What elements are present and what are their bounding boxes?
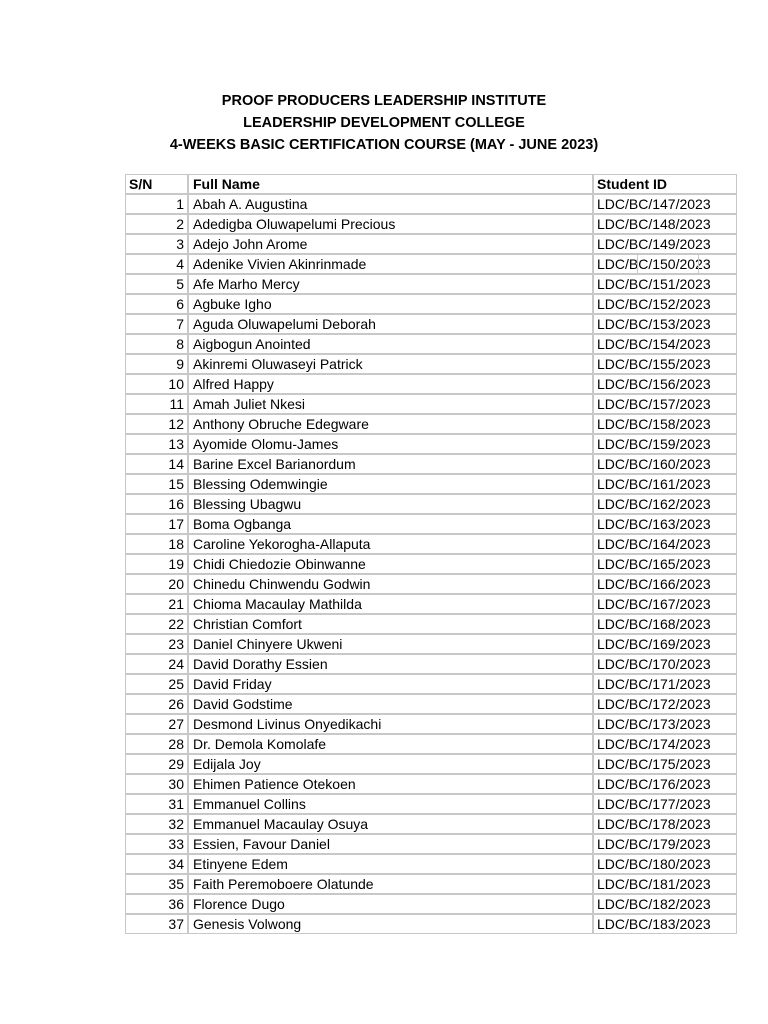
table-row <box>125 914 711 934</box>
table-row <box>125 514 711 534</box>
full-name-cell: Adenike Vivien Akinrinmade <box>188 254 593 274</box>
serial-number-cell: 27 <box>125 714 188 734</box>
student-id-cell: LDC/BC/170/2023 <box>593 654 737 674</box>
student-id-cell: LDC/BC/165/2023 <box>593 554 737 574</box>
table-row <box>125 714 711 734</box>
header-full-name: Full Name <box>188 174 593 194</box>
full-name-cell: Amah Juliet Nkesi <box>188 394 593 414</box>
table-row <box>125 274 711 294</box>
table-row <box>125 554 711 574</box>
student-id-cell: LDC/BC/156/2023 <box>593 374 737 394</box>
table-row <box>125 354 711 374</box>
full-name-cell: Emmanuel Macaulay Osuya <box>188 814 593 834</box>
serial-number-cell: 25 <box>125 674 188 694</box>
table-row <box>125 854 711 874</box>
student-id-cell: LDC/BC/181/2023 <box>593 874 737 894</box>
table-row <box>125 674 711 694</box>
table-row <box>125 374 711 394</box>
serial-number-cell: 28 <box>125 734 188 754</box>
serial-number-cell: 21 <box>125 594 188 614</box>
student-id-cell: LDC/BC/154/2023 <box>593 334 737 354</box>
full-name-cell: Ayomide Olomu-James <box>188 434 593 454</box>
header-sn: S/N <box>125 174 188 194</box>
full-name-cell: Anthony Obruche Edegware <box>188 414 593 434</box>
student-id-cell: LDC/BC/153/2023 <box>593 314 737 334</box>
serial-number-cell: 12 <box>125 414 188 434</box>
table-row <box>125 194 711 214</box>
college-name: LEADERSHIP DEVELOPMENT COLLEGE <box>243 115 525 131</box>
serial-number-cell: 14 <box>125 454 188 474</box>
table-row <box>125 574 711 594</box>
serial-number-cell: 31 <box>125 794 188 814</box>
serial-number-cell: 30 <box>125 774 188 794</box>
student-id-cell: LDC/BC/178/2023 <box>593 814 737 834</box>
institute-name: PROOF PRODUCERS LEADERSHIP INSTITUTE <box>221 93 547 109</box>
student-id-cell: LDC/BC/159/2023 <box>593 434 737 454</box>
serial-number-cell: 24 <box>125 654 188 674</box>
table-row <box>125 394 711 414</box>
table-row <box>125 654 711 674</box>
full-name-cell: Genesis Volwong <box>188 914 593 934</box>
student-id-cell: LDC/BC/164/2023 <box>593 534 737 554</box>
full-name-cell: Dr. Demola Komolafe <box>188 734 593 754</box>
table-row <box>125 474 711 494</box>
table-row <box>125 814 711 834</box>
table-row <box>125 774 711 794</box>
serial-number-cell: 19 <box>125 554 188 574</box>
full-name-cell: Chidi Chiedozie Obinwanne <box>188 554 593 574</box>
table-row <box>125 754 711 774</box>
serial-number-cell: 3 <box>125 234 188 254</box>
full-name-cell: Aigbogun Anointed <box>188 334 593 354</box>
student-id-cell: LDC/BC/151/2023 <box>593 274 737 294</box>
full-name-cell: Aguda Oluwapelumi Deborah <box>188 314 593 334</box>
full-name-cell: Christian Comfort <box>188 614 593 634</box>
table-row <box>125 794 711 814</box>
serial-number-cell: 26 <box>125 694 188 714</box>
full-name-cell: Chioma Macaulay Mathilda <box>188 594 593 614</box>
serial-number-cell: 13 <box>125 434 188 454</box>
table-row <box>125 294 711 314</box>
full-name-cell: Afe Marho Mercy <box>188 274 593 294</box>
table-row <box>125 454 711 474</box>
course-title: 4-WEEKS BASIC CERTIFICATION COURSE (MAY - JUNE 2023) <box>169 137 599 153</box>
table-row <box>125 734 711 754</box>
serial-number-cell: 35 <box>125 874 188 894</box>
serial-number-cell: 20 <box>125 574 188 594</box>
student-id-cell: LDC/BC/174/2023 <box>593 734 737 754</box>
serial-number-cell: 34 <box>125 854 188 874</box>
full-name-cell: David Dorathy Essien <box>188 654 593 674</box>
student-id-cell: LDC/BC/155/2023 <box>593 354 737 374</box>
serial-number-cell: 36 <box>125 894 188 914</box>
full-name-cell: Agbuke Igho <box>188 294 593 314</box>
serial-number-cell: 7 <box>125 314 188 334</box>
full-name-cell: Adejo John Arome <box>188 234 593 254</box>
student-id-cell: LDC/BC/169/2023 <box>593 634 737 654</box>
serial-number-cell: 23 <box>125 634 188 654</box>
full-name-cell: Edijala Joy <box>188 754 593 774</box>
full-name-cell: Daniel Chinyere Ukweni <box>188 634 593 654</box>
student-id-cell: LDC/BC/161/2023 <box>593 474 737 494</box>
student-id-cell: LDC/BC/150/2023 <box>593 254 737 274</box>
serial-number-cell: 18 <box>125 534 188 554</box>
student-id-cell: LDC/BC/167/2023 <box>593 594 737 614</box>
full-name-cell: Akinremi Oluwaseyi Patrick <box>188 354 593 374</box>
table-row <box>125 874 711 894</box>
student-id-cell: LDC/BC/148/2023 <box>593 214 737 234</box>
serial-number-cell: 10 <box>125 374 188 394</box>
serial-number-cell: 1 <box>125 194 188 214</box>
empty-cell <box>637 254 699 274</box>
student-id-cell: LDC/BC/180/2023 <box>593 854 737 874</box>
student-id-cell: LDC/BC/168/2023 <box>593 614 737 634</box>
table-row <box>125 834 711 854</box>
student-id-cell: LDC/BC/160/2023 <box>593 454 737 474</box>
serial-number-cell: 17 <box>125 514 188 534</box>
table-row <box>125 894 711 914</box>
serial-number-cell: 15 <box>125 474 188 494</box>
student-id-cell: LDC/BC/177/2023 <box>593 794 737 814</box>
serial-number-cell: 32 <box>125 814 188 834</box>
table-row <box>125 434 711 454</box>
student-id-cell: LDC/BC/173/2023 <box>593 714 737 734</box>
full-name-cell: Boma Ogbanga <box>188 514 593 534</box>
student-id-cell: LDC/BC/152/2023 <box>593 294 737 314</box>
full-name-cell: Blessing Ubagwu <box>188 494 593 514</box>
table-header-row <box>125 174 667 194</box>
table-row <box>125 494 711 514</box>
table-row <box>125 614 711 634</box>
full-name-cell: Florence Dugo <box>188 894 593 914</box>
full-name-cell: Blessing Odemwingie <box>188 474 593 494</box>
header-student-id: Student ID <box>593 174 737 194</box>
full-name-cell: Faith Peremoboere Olatunde <box>188 874 593 894</box>
table-row <box>125 414 711 434</box>
serial-number-cell: 33 <box>125 834 188 854</box>
student-id-cell: LDC/BC/157/2023 <box>593 394 737 414</box>
full-name-cell: Ehimen Patience Otekoen <box>188 774 593 794</box>
table-row <box>125 214 711 234</box>
table-row <box>125 334 711 354</box>
serial-number-cell: 9 <box>125 354 188 374</box>
serial-number-cell: 11 <box>125 394 188 414</box>
full-name-cell: Caroline Yekorogha-Allaputa <box>188 534 593 554</box>
full-name-cell: Abah A. Augustina <box>188 194 593 214</box>
table-row <box>125 254 711 274</box>
student-id-cell: LDC/BC/147/2023 <box>593 194 737 214</box>
student-id-cell: LDC/BC/162/2023 <box>593 494 737 514</box>
student-id-cell: LDC/BC/175/2023 <box>593 754 737 774</box>
serial-number-cell: 6 <box>125 294 188 314</box>
student-id-cell: LDC/BC/179/2023 <box>593 834 737 854</box>
serial-number-cell: 2 <box>125 214 188 234</box>
student-id-cell: LDC/BC/171/2023 <box>593 674 737 694</box>
full-name-cell: Adedigba Oluwapelumi Precious <box>188 214 593 234</box>
table-row <box>125 634 711 654</box>
serial-number-cell: 22 <box>125 614 188 634</box>
student-id-cell: LDC/BC/166/2023 <box>593 574 737 594</box>
table-row <box>125 234 711 254</box>
table-row <box>125 314 711 334</box>
serial-number-cell: 29 <box>125 754 188 774</box>
student-id-cell: LDC/BC/149/2023 <box>593 234 737 254</box>
serial-number-cell: 16 <box>125 494 188 514</box>
full-name-cell: Essien, Favour Daniel <box>188 834 593 854</box>
serial-number-cell: 8 <box>125 334 188 354</box>
full-name-cell: David Friday <box>188 674 593 694</box>
full-name-cell: Etinyene Edem <box>188 854 593 874</box>
table-row <box>125 594 711 614</box>
student-id-cell: LDC/BC/183/2023 <box>593 914 737 934</box>
student-id-cell: LDC/BC/163/2023 <box>593 514 737 534</box>
student-id-cell: LDC/BC/176/2023 <box>593 774 737 794</box>
student-id-cell: LDC/BC/182/2023 <box>593 894 737 914</box>
table-row <box>125 694 711 714</box>
full-name-cell: David Godstime <box>188 694 593 714</box>
full-name-cell: Chinedu Chinwendu Godwin <box>188 574 593 594</box>
full-name-cell: Alfred Happy <box>188 374 593 394</box>
serial-number-cell: 37 <box>125 914 188 934</box>
full-name-cell: Barine Excel Barianordum <box>188 454 593 474</box>
student-id-cell: LDC/BC/158/2023 <box>593 414 737 434</box>
full-name-cell: Desmond Livinus Onyedikachi <box>188 714 593 734</box>
serial-number-cell: 4 <box>125 254 188 274</box>
student-id-cell: LDC/BC/172/2023 <box>593 694 737 714</box>
table-row <box>125 534 711 554</box>
document-heading <box>0 90 768 156</box>
serial-number-cell: 5 <box>125 274 188 294</box>
full-name-cell: Emmanuel Collins <box>188 794 593 814</box>
